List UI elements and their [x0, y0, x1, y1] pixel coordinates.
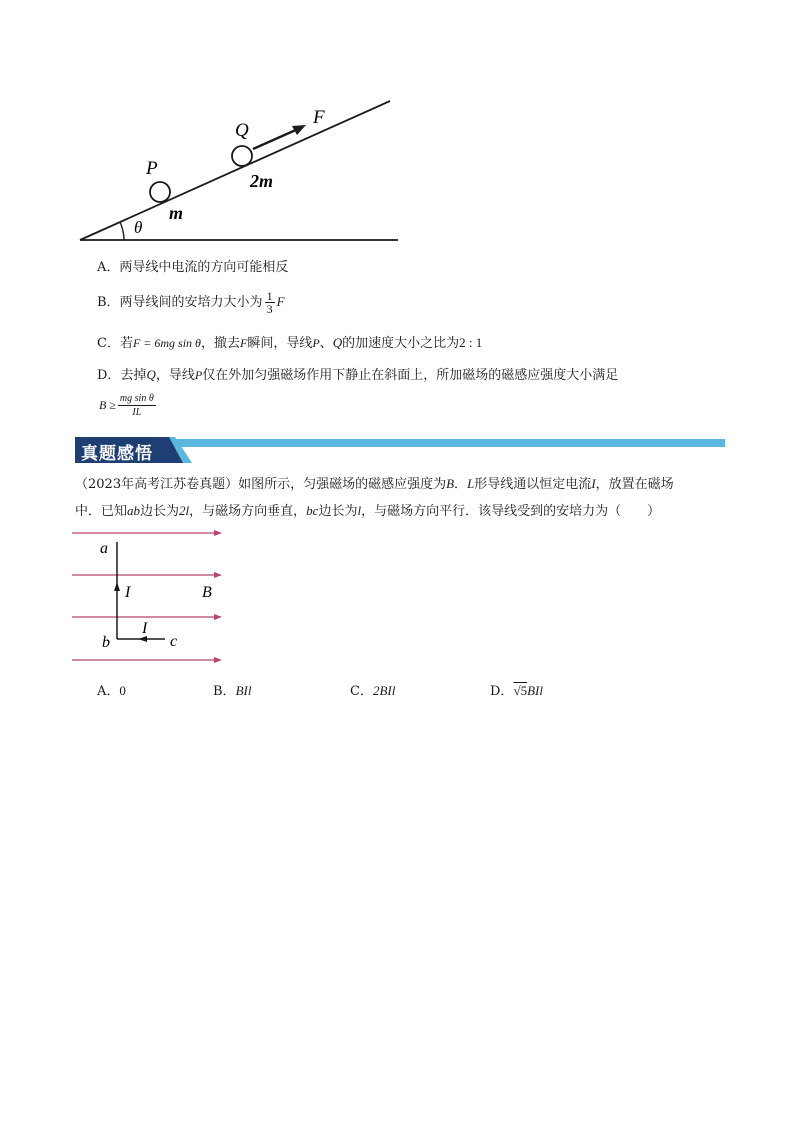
magnetic-field-figure: [70, 525, 230, 670]
question2-line2: [75, 502, 660, 521]
option-B1: [97, 290, 285, 315]
label-b: b: [102, 634, 110, 651]
option-D2-value: BIl: [527, 683, 543, 698]
q2-l1-c: 形导线通以恒定电流: [474, 477, 592, 492]
q2-l2-bc: bc: [306, 503, 319, 518]
fraction-num: 1: [266, 289, 273, 303]
q2-l2-d: 边长为: [318, 504, 358, 519]
q2-l2-b: 边长为: [140, 504, 180, 519]
option-C1-ratio: 2 : 1: [459, 335, 483, 350]
section-title: 真题感悟: [81, 444, 153, 464]
option-B2: [213, 682, 251, 701]
option-A1: A．两导线中电流的方向可能相反: [97, 260, 289, 275]
q2-l2-e: ，与磁场方向平行．该导线受到的安培力为（ ）: [361, 504, 661, 519]
q2-l2-a: 中．已知: [75, 504, 128, 519]
option-D1-suffix: 仅在外加匀强磁场作用下静止在斜面上，所加磁场的磁感应强度大小满足: [202, 368, 619, 383]
option-C1-P: P: [312, 336, 320, 350]
field-arrowhead-1: [214, 530, 222, 536]
label-Q: Q: [235, 120, 249, 141]
fraction-den: 3: [266, 302, 273, 316]
label-I-horizontal: I: [142, 620, 148, 637]
banner-shape: [75, 437, 725, 463]
field-arrowhead-3: [214, 614, 222, 620]
option-D1-formula: [99, 392, 158, 419]
label-a: a: [100, 540, 108, 557]
option-B2-value: BIl: [235, 683, 252, 698]
option-D1-Q: Q: [146, 367, 156, 382]
field-arrowhead-4: [214, 657, 222, 663]
formula-num: mg sin θ: [119, 393, 154, 404]
formula-B-geq: B ≥: [99, 398, 116, 412]
label-c: c: [170, 633, 178, 650]
option-A2-label: A．: [97, 684, 120, 699]
option-C1-sep: 、: [319, 336, 333, 351]
q2-l2-l: l: [357, 503, 362, 518]
q2-l2-2l: 2l: [179, 503, 190, 518]
option-C2-label: C．: [350, 684, 373, 699]
field-arrowhead-2: [214, 572, 222, 578]
field-lines: [72, 530, 222, 663]
q2-l1-L: L: [467, 476, 475, 491]
option-D2-label: D．: [490, 684, 514, 699]
fraction-one-third: [265, 290, 275, 315]
option-B1-text: B．两导线间的安培力大小为: [97, 295, 263, 310]
option-D2: [490, 682, 543, 701]
q2-l1-I: I: [591, 476, 596, 491]
option-D1: [97, 366, 618, 385]
q2-l1-d: ，放置在磁场: [595, 477, 674, 492]
incline-figure: [70, 95, 410, 250]
option-C1-Q: Q: [332, 335, 343, 350]
label-P: P: [146, 158, 158, 179]
option-B2-label: B．: [213, 684, 236, 699]
ball-P: [150, 182, 170, 202]
option-C1-eq: F = 6mg sin θ: [132, 336, 201, 350]
option-A2-value: 0: [119, 683, 126, 698]
option-C1-F: F: [239, 336, 248, 350]
option-D1-prefix: D．去掉: [97, 368, 147, 383]
option-A2: [97, 682, 126, 701]
option-C1-mid3: 的加速度大小之比为: [342, 336, 460, 351]
option-C1-mid2: 瞬间，导线: [247, 336, 313, 351]
option-C1-mid1: ，撤去: [200, 336, 240, 351]
q2-l2-ab: ab: [127, 503, 141, 518]
option-D1-P: P: [194, 368, 203, 382]
q2-l1-B: B: [446, 476, 455, 491]
q2-l1-a: （2023年高考江苏卷真题）如图所示，匀强磁场的磁感应强度为: [75, 477, 447, 492]
section-banner: [75, 437, 725, 463]
question2-line1: [75, 475, 674, 494]
q2-l1-b: ．: [454, 477, 468, 492]
label-m: m: [169, 203, 184, 223]
label-F: F: [313, 107, 325, 128]
label-I-vertical: I: [125, 584, 131, 601]
option-D2-root: √5: [513, 683, 528, 698]
q2-l2-c: ，与磁场方向垂直，: [189, 504, 307, 519]
formula-fraction: [118, 392, 156, 419]
label-2m: 2m: [250, 171, 274, 191]
banner-stripe: [175, 439, 725, 447]
option-D1-mid1: ，导线: [155, 368, 195, 383]
label-theta: θ: [134, 218, 143, 237]
formula-den: IL: [132, 407, 142, 418]
option-C1: [97, 334, 482, 353]
option-C2-value: 2BIl: [372, 683, 396, 698]
option-B1-F: F: [276, 294, 285, 309]
option-C1-prefix: C．若: [97, 336, 133, 351]
angle-arc: [120, 222, 124, 240]
current-arrow-up: [114, 582, 120, 591]
label-B: B: [202, 584, 212, 601]
option-C2: [350, 682, 395, 701]
ball-Q: [232, 146, 252, 166]
